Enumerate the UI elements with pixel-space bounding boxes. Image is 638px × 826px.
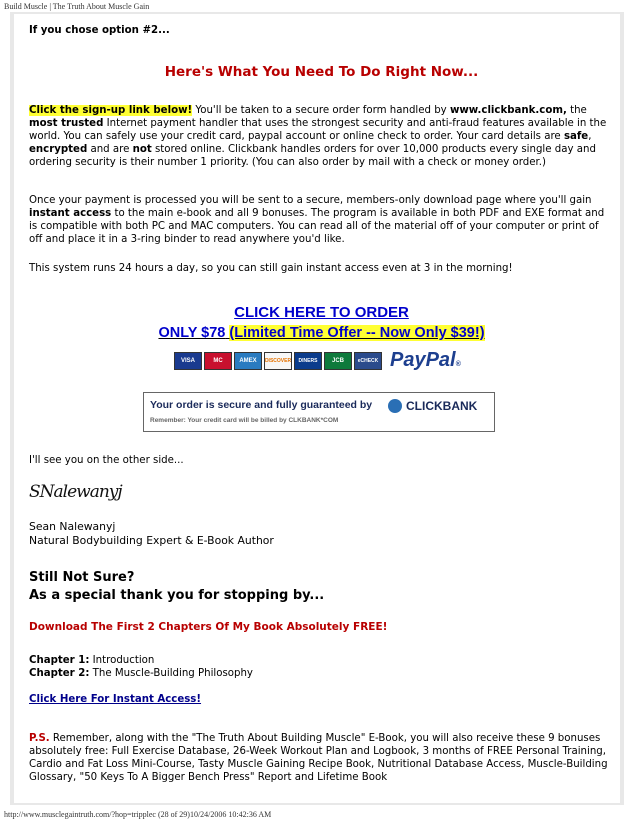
- instant-access: instant access: [29, 208, 112, 219]
- not-word: not: [132, 144, 152, 155]
- page-content: [14, 14, 620, 803]
- price-line[interactable]: [29, 325, 614, 341]
- text: ,: [588, 131, 592, 142]
- chapter-2-title: The Muscle-Building Philosophy: [89, 668, 253, 679]
- jcb-icon: JCB: [324, 352, 352, 370]
- text: to the main e-book and all 9 bonuses. The program is available in both PDF and EXE format and is compatible with both PC and MAC computers. You can read all of the material off of your computer or print of off and place it in a 3-ring binder to read anywhere you'd like.: [29, 208, 605, 245]
- remember-text: Remember: Your credit card will be billed by CLKBANK*COM: [150, 417, 339, 424]
- price-only[interactable]: ONLY $78: [158, 325, 226, 341]
- clickbank-shield-icon: [388, 399, 402, 413]
- click-here-to-order-link[interactable]: CLICK HERE TO ORDER: [234, 304, 409, 321]
- thank-you-heading: As a special thank you for stopping by...: [29, 588, 325, 603]
- chapter-1: [29, 654, 154, 667]
- download-chapters-heading: Download The First 2 Chapters Of My Book Absolutely FREE!: [29, 621, 388, 633]
- amex-icon: AMEX: [234, 352, 262, 370]
- payment-methods[interactable]: [174, 349, 461, 372]
- text: stored online. Clickbank handles orders for over 10,000 products every single day and ordering security is their number 1 priority. (You can also order by mail with a check or money order.): [29, 144, 596, 168]
- chose-option-heading: If you chose option #2...: [29, 25, 170, 36]
- text: and are: [87, 144, 133, 155]
- order-block: [29, 304, 614, 341]
- still-not-sure-heading: Still Not Sure?: [29, 570, 135, 585]
- clickbank-logo: CLICKBANK: [406, 399, 478, 413]
- paypal-text: PayPal: [390, 349, 456, 371]
- most-trusted: most trusted: [29, 118, 104, 129]
- instant-access-link[interactable]: [29, 694, 201, 705]
- headline: Here's What You Need To Do Right Now...: [164, 64, 479, 80]
- diners-icon: DINERS: [294, 352, 322, 370]
- paragraph-instant-access: [29, 194, 614, 246]
- instant-access-link-text[interactable]: Click Here For Instant Access!: [29, 694, 202, 705]
- signature-image: SNalewanyj: [29, 482, 122, 502]
- limited-offer[interactable]: (Limited Time Offer -- Now Only $39!): [229, 325, 485, 341]
- clickbank-domain: www.clickbank.com,: [449, 105, 567, 116]
- see-you-text: I'll see you on the other side...: [29, 455, 184, 466]
- ps-paragraph: [29, 732, 614, 784]
- paragraph-secure-order: [29, 104, 614, 169]
- encrypted-word: encrypted: [29, 144, 88, 155]
- chapter-1-label: Chapter 1:: [29, 655, 90, 666]
- text: Once your payment is processed you will be sent to a secure, members-only download page where you'll gain: [29, 195, 592, 206]
- ps-label: P.S.: [29, 733, 50, 744]
- ps-text: Remember, along with the "The Truth About Building Muscle" E-Book, you will also receive these 9 bonuses absolutely free: Full Exercise Database, 26-Week Workout Plan and Logbook, 3 months of FREE Personal Training, Cardio and Fat Loss Mini-Course, Tasty Muscle Gaining Recipe Book, Nutritional Database Access, Muscle-Building Glossary, "50 Keys To A Bigger Bench Press" Report and Lifetime Book: [29, 733, 608, 783]
- text: Internet payment handler that uses the strongest security and anti-fraud features available in the world. You can safely use your credit card, paypal account or online check to order. Your card details are: [29, 118, 607, 142]
- chapter-2: [29, 667, 253, 680]
- browser-print-header: Build Muscle | The Truth About Muscle Gain: [4, 2, 150, 11]
- paragraph-24-hours: This system runs 24 hours a day, so you can still gain instant access even at 3 in the morning!: [29, 263, 513, 274]
- chapter-2-label: Chapter 2:: [29, 668, 90, 679]
- mastercard-icon: MC: [204, 352, 232, 370]
- clickbank-guarantee-banner[interactable]: [143, 392, 495, 432]
- safe-word: safe: [563, 131, 589, 142]
- chapter-1-title: Introduction: [89, 655, 155, 666]
- echeck-icon: eCHECK: [354, 352, 382, 370]
- secure-text: Your order is secure and fully guaranteed by: [150, 399, 373, 411]
- author-title: Natural Bodybuilding Expert & E-Book Author: [29, 534, 274, 547]
- text: You'll be taken to a secure order form handled by: [192, 105, 450, 116]
- browser-print-footer: http://www.musclegaintruth.com/?hop=tripplec (28 of 29)10/24/2006 10:42:36 AM: [4, 810, 272, 819]
- paypal-logo: PayPal®: [390, 349, 461, 371]
- visa-icon: VISA: [174, 352, 202, 370]
- author-name: Sean Nalewanyj: [29, 520, 116, 533]
- discover-icon: DISCOVER: [264, 352, 292, 370]
- signup-highlight: Click the sign-up link below!: [29, 105, 193, 116]
- text: the: [570, 105, 587, 116]
